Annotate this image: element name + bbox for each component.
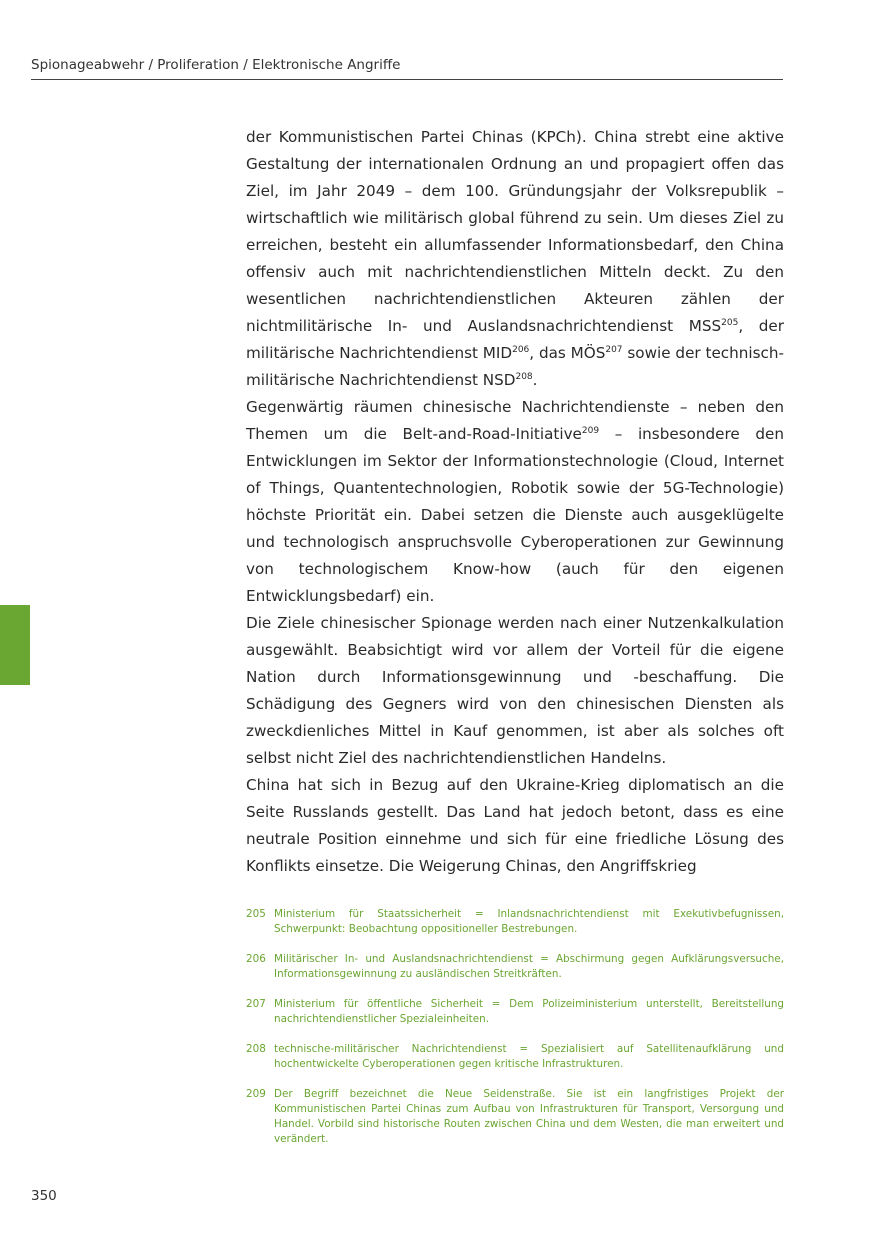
paragraph-text: sowie der technisch-militärische Nachrichtendienst NSD bbox=[246, 344, 784, 389]
footnote-number: 206 bbox=[246, 953, 266, 965]
footnote bbox=[246, 997, 784, 1027]
footnote-text: Der Begriff bezeichnet die Neue Seidenstraße. Sie ist ein langfristiges Projekt der Kommunistischen Partei Chinas zum Aufbau von Infrastrukturen für Transport, Versorgung und Handel. Vorbild sind historische Routen zwischen China und dem Westen, die man erweitert und verändert. bbox=[274, 1088, 784, 1145]
footnote-number: 209 bbox=[246, 1088, 266, 1100]
footnote-ref: 205 bbox=[721, 317, 739, 328]
chapter-marker-tab bbox=[0, 605, 30, 685]
footnote-text: Ministerium für öffentliche Sicherheit = Dem Polizeiministerium unterstellt, Bereitstellung nachrichtendienstlicher Spezialeinheiten. bbox=[274, 998, 784, 1025]
paragraph: China hat sich in Bezug auf den Ukraine-Krieg diplomatisch an die Seite Russlands gestellt. Das Land hat jedoch betont, dass es eine neutrale Position einnehme und sich für eine friedliche Lösung des Konflikts einsetze. Die Weigerung Chinas, den Angriffskrieg bbox=[246, 776, 784, 875]
footnote bbox=[246, 1042, 784, 1072]
footnote bbox=[246, 907, 784, 937]
paragraph-text: der Kommunistischen Partei Chinas (KPCh). China strebt eine aktive Gestaltung der internationalen Ordnung an und propagiert offen das Ziel, im Jahr 2049 – dem 100. Gründungsjahr der Volksrepublik – wirtschaftlich wie militärisch global führend zu sein. Um dieses Ziel zu erreichen, besteht ein allumfassender Informationsbedarf, den China offensiv auch mit nachrichtendienstlichen Mitteln deckt. Zu den wesentlichen nachrichtendienstlichen Akteuren zählen der nichtmilitärische In- und Auslandsnachrichtendienst MSS bbox=[246, 128, 784, 335]
paragraph-text: . bbox=[532, 371, 538, 389]
main-text bbox=[246, 124, 784, 880]
footnotes bbox=[246, 907, 784, 1162]
footnote-number: 207 bbox=[246, 998, 266, 1010]
paragraph-text: – insbesondere den Entwicklungen im Sektor der Informationstechnologie (Cloud, Internet of Things, Quantentechnologien, Robotik sowie der 5G-Technologie) höchste Priorität ein. Dabei setzen die Dienste auch ausgeklügelte und technologisch anspruchsvolle Cyberoperationen zur Gewinnung von technologischem Know-how (auch für den eigenen Entwicklungsbedarf) ein. bbox=[246, 425, 784, 605]
footnote-text: Ministerium für Staatssicherheit = Inlandsnachrichtendienst mit Exekutivbefugnissen, Schwerpunkt: Beobachtung oppositioneller Bestrebungen. bbox=[274, 908, 784, 935]
footnote-number: 208 bbox=[246, 1043, 266, 1055]
footnote bbox=[246, 1087, 784, 1147]
paragraph-text: , der militärische Nachrichtendienst MID bbox=[246, 317, 784, 362]
footnote-text: Militärischer In- und Auslandsnachrichtendienst = Abschirmung gegen Aufklärungsversuche, Informationsgewinnung zu ausländischen Streitkräften. bbox=[274, 953, 784, 980]
paragraph-text: Gegenwärtig räumen chinesische Nachrichtendienste – neben den Themen um die Belt-and-Road-Initiative bbox=[246, 398, 784, 443]
footnote-ref: 207 bbox=[605, 344, 623, 355]
paragraph-text: , das MÖS bbox=[529, 344, 606, 362]
footnote-ref: 206 bbox=[512, 344, 530, 355]
paragraph: Die Ziele chinesischer Spionage werden nach einer Nutzenkalkulation ausgewählt. Beabsichtigt wird vor allem der Vorteil für die eigene Nation durch Informationsgewinnung und -beschaffung. Die Schädigung des Gegners wird von den chinesischen Diensten als zweckdienliches Mittel in Kauf genommen, ist aber als solches oft selbst nicht Ziel des nachrichtendienstlichen Handelns. bbox=[246, 614, 784, 767]
footnote-text: technische-militärischer Nachrichtendienst = Spezialisiert auf Satellitenaufklärung und hochentwickelte Cyberoperationen gegen kritische Infrastrukturen. bbox=[274, 1043, 784, 1070]
paragraph bbox=[246, 394, 784, 610]
running-head: Spionageabwehr / Proliferation / Elektronische Angriffe bbox=[31, 57, 783, 80]
paragraph bbox=[246, 124, 784, 394]
footnote-ref: 208 bbox=[515, 371, 533, 382]
footnote-ref: 209 bbox=[581, 425, 600, 436]
footnote-number: 205 bbox=[246, 908, 266, 920]
footnote bbox=[246, 952, 784, 982]
page-number: 350 bbox=[31, 1188, 57, 1204]
